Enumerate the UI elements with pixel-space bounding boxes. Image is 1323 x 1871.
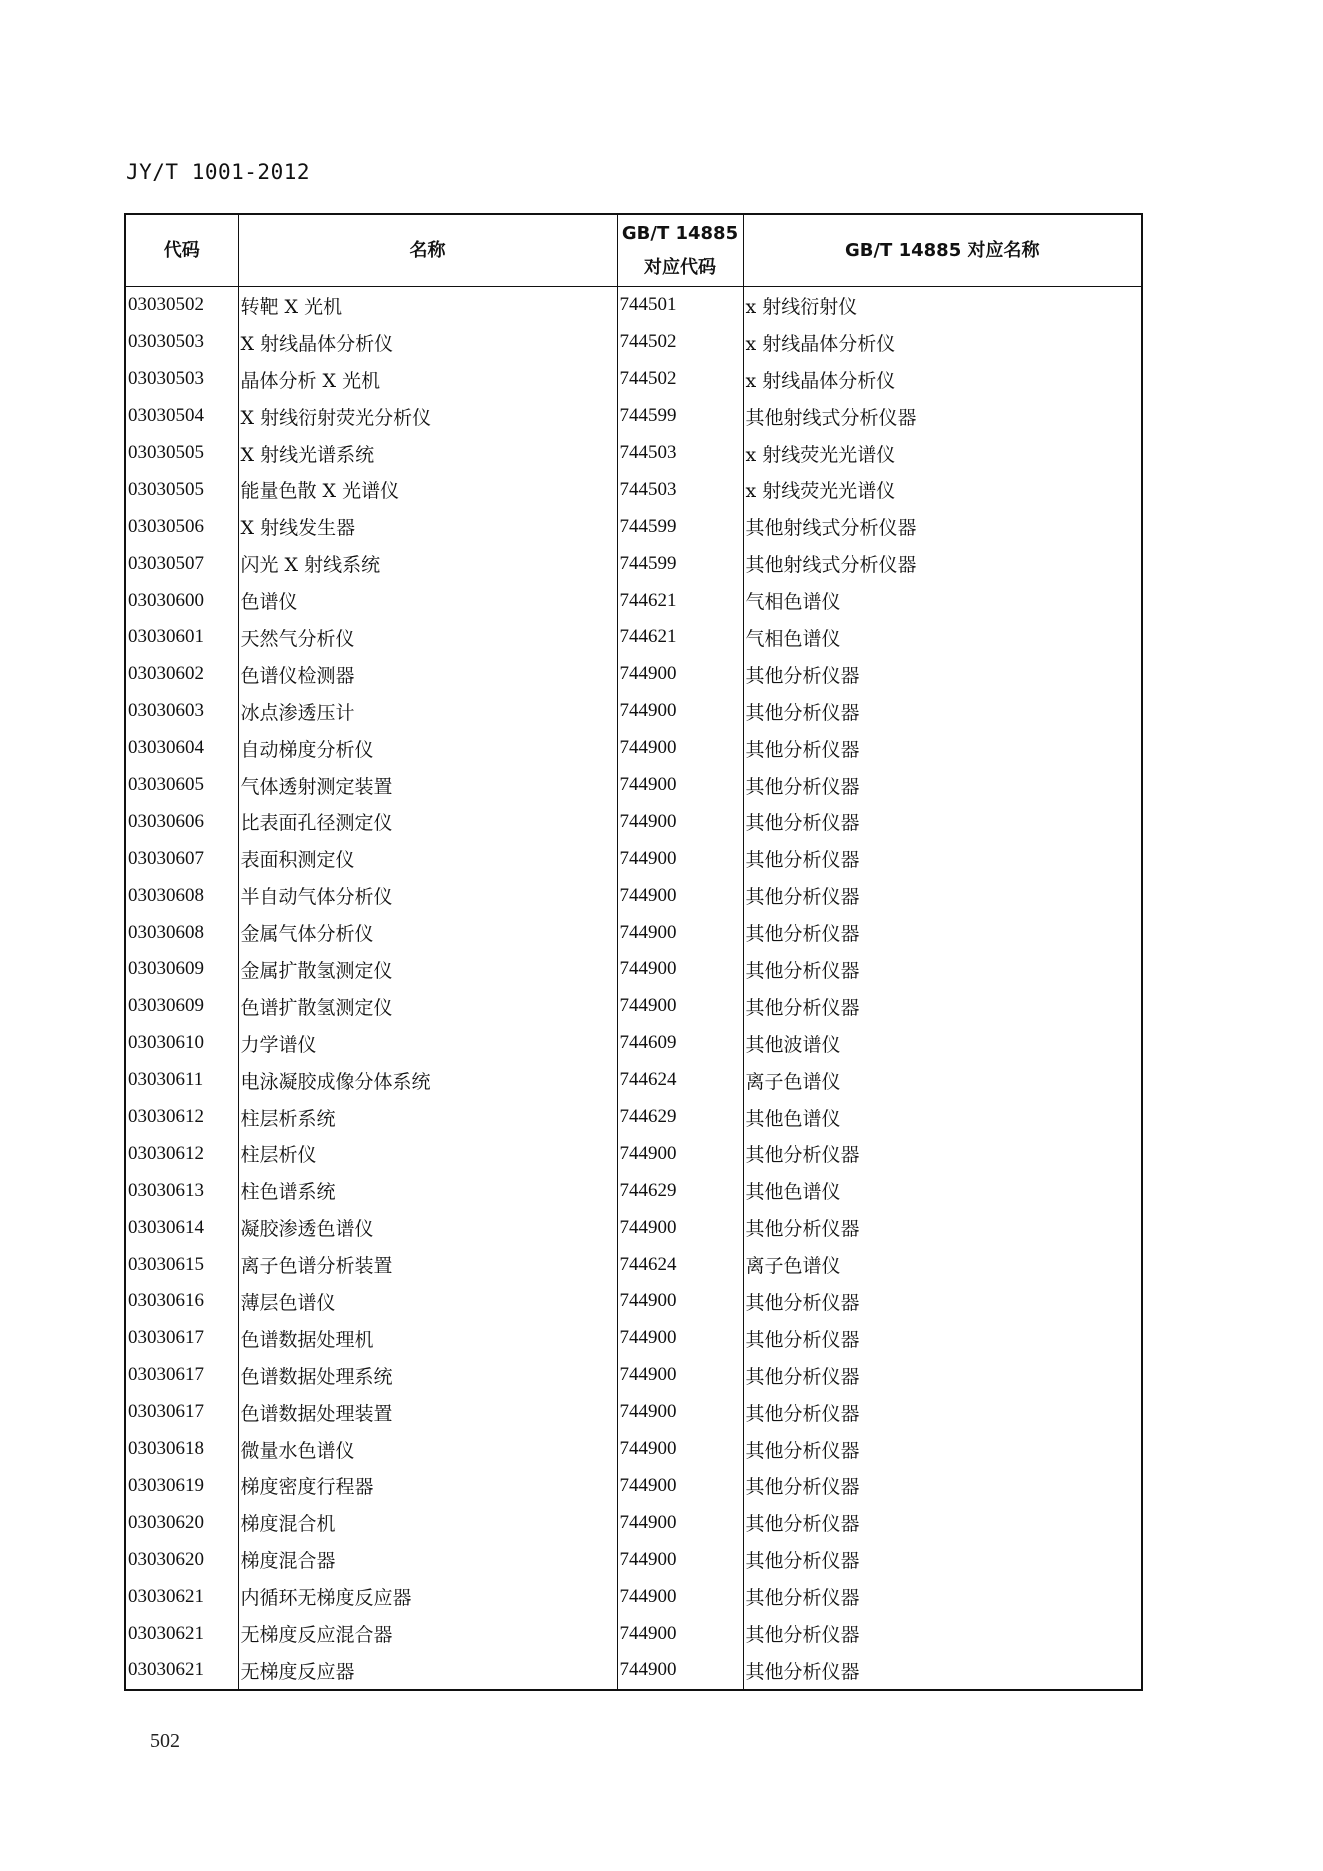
table-row — [125, 1652, 1142, 1690]
cell-gb-name: x 射线衍射仪 — [743, 287, 1142, 324]
cell-gb-code: 744502 — [617, 324, 743, 361]
table-row — [125, 877, 1142, 914]
cell-gb-code: 744900 — [617, 1357, 743, 1394]
cell-code: 03030615 — [125, 1246, 238, 1283]
column-header-code: 代码 — [125, 214, 238, 287]
cell-gb-code: 744599 — [617, 508, 743, 545]
cell-gb-name: 离子色谱仪 — [743, 1246, 1142, 1283]
table-row — [125, 1541, 1142, 1578]
cell-name: 薄层色谱仪 — [238, 1283, 617, 1320]
cell-code: 03030613 — [125, 1172, 238, 1209]
cell-name: 梯度混合机 — [238, 1504, 617, 1541]
cell-name: 微量水色谱仪 — [238, 1431, 617, 1468]
table-row — [125, 619, 1142, 656]
cell-name: 晶体分析 X 光机 — [238, 361, 617, 398]
cell-gb-code: 744900 — [617, 803, 743, 840]
cell-gb-code: 744621 — [617, 619, 743, 656]
table-row — [125, 287, 1142, 324]
cell-gb-code: 744624 — [617, 1246, 743, 1283]
page-number: 502 — [150, 1730, 180, 1752]
cell-gb-name: 其他色谱仪 — [743, 1172, 1142, 1209]
cell-gb-name: 其他分析仪器 — [743, 988, 1142, 1025]
table-header — [125, 214, 1142, 287]
cell-gb-code: 744900 — [617, 914, 743, 951]
cell-gb-code: 744629 — [617, 1172, 743, 1209]
cell-code: 03030614 — [125, 1209, 238, 1246]
cell-code: 03030619 — [125, 1468, 238, 1505]
code-mapping-table — [124, 213, 1143, 1691]
cell-name: 金属扩散氢测定仪 — [238, 951, 617, 988]
table-row — [125, 988, 1142, 1025]
cell-name: 色谱数据处理机 — [238, 1320, 617, 1357]
table-row — [125, 508, 1142, 545]
cell-name: 金属气体分析仪 — [238, 914, 617, 951]
table-row — [125, 1283, 1142, 1320]
cell-code: 03030607 — [125, 840, 238, 877]
cell-name: 无梯度反应器 — [238, 1652, 617, 1690]
cell-gb-code: 744900 — [617, 1320, 743, 1357]
cell-gb-code: 744900 — [617, 951, 743, 988]
cell-gb-code: 744900 — [617, 877, 743, 914]
cell-gb-code: 744599 — [617, 545, 743, 582]
table-row — [125, 656, 1142, 693]
cell-name: 柱色谱系统 — [238, 1172, 617, 1209]
cell-name: 柱层析系统 — [238, 1099, 617, 1136]
cell-gb-code: 744900 — [617, 1135, 743, 1172]
cell-gb-name: 其他分析仪器 — [743, 1431, 1142, 1468]
cell-code: 03030603 — [125, 693, 238, 730]
cell-gb-code: 744900 — [617, 656, 743, 693]
cell-gb-code: 744624 — [617, 1062, 743, 1099]
cell-code: 03030617 — [125, 1394, 238, 1431]
cell-gb-code: 744900 — [617, 1504, 743, 1541]
cell-code: 03030505 — [125, 471, 238, 508]
cell-gb-code: 744900 — [617, 1652, 743, 1690]
cell-gb-name: 其他分析仪器 — [743, 1320, 1142, 1357]
cell-name: 凝胶渗透色谱仪 — [238, 1209, 617, 1246]
cell-gb-name: 其他分析仪器 — [743, 767, 1142, 804]
cell-gb-code: 744599 — [617, 398, 743, 435]
cell-name: 比表面孔径测定仪 — [238, 803, 617, 840]
table-row — [125, 1246, 1142, 1283]
cell-gb-code: 744900 — [617, 988, 743, 1025]
table-row — [125, 730, 1142, 767]
column-header-gb-code-line2: 对应代码 — [644, 256, 716, 278]
table-row — [125, 1468, 1142, 1505]
cell-gb-name: 其他波谱仪 — [743, 1025, 1142, 1062]
cell-name: 柱层析仪 — [238, 1135, 617, 1172]
cell-gb-name: 其他射线式分析仪器 — [743, 545, 1142, 582]
cell-gb-name: 其他分析仪器 — [743, 693, 1142, 730]
cell-code: 03030609 — [125, 988, 238, 1025]
cell-name: 梯度混合器 — [238, 1541, 617, 1578]
cell-gb-code: 744900 — [617, 767, 743, 804]
table-row — [125, 471, 1142, 508]
cell-gb-name: 其他分析仪器 — [743, 1357, 1142, 1394]
cell-code: 03030507 — [125, 545, 238, 582]
cell-name: X 射线光谱系统 — [238, 435, 617, 472]
cell-gb-name: 其他分析仪器 — [743, 914, 1142, 951]
cell-gb-name: 其他分析仪器 — [743, 1578, 1142, 1615]
cell-gb-code: 744900 — [617, 1394, 743, 1431]
table-row — [125, 1209, 1142, 1246]
cell-name: 离子色谱分析装置 — [238, 1246, 617, 1283]
cell-name: X 射线晶体分析仪 — [238, 324, 617, 361]
table-row — [125, 361, 1142, 398]
table-row — [125, 398, 1142, 435]
table-row — [125, 951, 1142, 988]
cell-gb-name: 其他分析仪器 — [743, 1541, 1142, 1578]
cell-code: 03030503 — [125, 324, 238, 361]
cell-gb-name: 其他分析仪器 — [743, 1468, 1142, 1505]
cell-gb-name: 气相色谱仪 — [743, 582, 1142, 619]
cell-gb-name: 离子色谱仪 — [743, 1062, 1142, 1099]
cell-code: 03030610 — [125, 1025, 238, 1062]
cell-gb-name: 其他分析仪器 — [743, 1652, 1142, 1690]
table-row — [125, 840, 1142, 877]
cell-gb-name: 其他分析仪器 — [743, 951, 1142, 988]
cell-gb-code: 744503 — [617, 435, 743, 472]
cell-name: 无梯度反应混合器 — [238, 1615, 617, 1652]
cell-gb-name: 其他射线式分析仪器 — [743, 398, 1142, 435]
cell-gb-code: 744900 — [617, 840, 743, 877]
cell-code: 03030621 — [125, 1652, 238, 1690]
table-row — [125, 1615, 1142, 1652]
cell-name: 色谱数据处理系统 — [238, 1357, 617, 1394]
table-row — [125, 1578, 1142, 1615]
cell-code: 03030618 — [125, 1431, 238, 1468]
cell-code: 03030617 — [125, 1357, 238, 1394]
table-row — [125, 582, 1142, 619]
cell-gb-name: 其他分析仪器 — [743, 1283, 1142, 1320]
table-row — [125, 1504, 1142, 1541]
cell-name: 内循环无梯度反应器 — [238, 1578, 617, 1615]
cell-code: 03030602 — [125, 656, 238, 693]
cell-code: 03030611 — [125, 1062, 238, 1099]
table-row — [125, 1062, 1142, 1099]
cell-code: 03030608 — [125, 877, 238, 914]
cell-code: 03030621 — [125, 1578, 238, 1615]
cell-name: 电泳凝胶成像分体系统 — [238, 1062, 617, 1099]
table-row — [125, 1357, 1142, 1394]
cell-gb-code: 744900 — [617, 1283, 743, 1320]
table-row — [125, 1394, 1142, 1431]
cell-gb-code: 744900 — [617, 693, 743, 730]
cell-name: 表面积测定仪 — [238, 840, 617, 877]
cell-gb-code: 744621 — [617, 582, 743, 619]
cell-gb-code: 744900 — [617, 1209, 743, 1246]
table-row — [125, 1025, 1142, 1062]
cell-code: 03030616 — [125, 1283, 238, 1320]
cell-gb-code: 744900 — [617, 1578, 743, 1615]
cell-code: 03030502 — [125, 287, 238, 324]
cell-gb-code: 744502 — [617, 361, 743, 398]
table-row — [125, 1135, 1142, 1172]
column-header-gb-code — [617, 214, 743, 287]
cell-gb-code: 744900 — [617, 1468, 743, 1505]
cell-name: 自动梯度分析仪 — [238, 730, 617, 767]
table-row — [125, 693, 1142, 730]
cell-gb-code: 744503 — [617, 471, 743, 508]
cell-name: X 射线发生器 — [238, 508, 617, 545]
cell-gb-name: 其他分析仪器 — [743, 730, 1142, 767]
document-header: JY/T 1001-2012 — [126, 160, 311, 184]
cell-name: 气体透射测定装置 — [238, 767, 617, 804]
header-row — [125, 214, 1142, 287]
cell-name: 转靶 X 光机 — [238, 287, 617, 324]
table-row — [125, 324, 1142, 361]
cell-gb-code: 744609 — [617, 1025, 743, 1062]
cell-name: 天然气分析仪 — [238, 619, 617, 656]
cell-name: 冰点渗透压计 — [238, 693, 617, 730]
cell-name: 色谱仪检测器 — [238, 656, 617, 693]
table-row — [125, 914, 1142, 951]
cell-code: 03030600 — [125, 582, 238, 619]
cell-name: 色谱数据处理装置 — [238, 1394, 617, 1431]
cell-code: 03030621 — [125, 1615, 238, 1652]
cell-name: 色谱扩散氢测定仪 — [238, 988, 617, 1025]
cell-gb-name: 其他分析仪器 — [743, 656, 1142, 693]
column-header-gb-name: GB/T 14885 对应名称 — [743, 214, 1142, 287]
cell-name: 闪光 X 射线系统 — [238, 545, 617, 582]
table-row — [125, 767, 1142, 804]
cell-name: X 射线衍射荧光分析仪 — [238, 398, 617, 435]
cell-gb-code: 744900 — [617, 1431, 743, 1468]
cell-gb-code: 744501 — [617, 287, 743, 324]
cell-code: 03030612 — [125, 1099, 238, 1136]
cell-code: 03030504 — [125, 398, 238, 435]
cell-gb-name: 其他色谱仪 — [743, 1099, 1142, 1136]
table-row — [125, 545, 1142, 582]
cell-code: 03030620 — [125, 1504, 238, 1541]
table-row — [125, 435, 1142, 472]
cell-gb-name: 其他分析仪器 — [743, 1615, 1142, 1652]
column-header-gb-code-line1: GB/T 14885 — [621, 222, 739, 244]
cell-name: 色谱仪 — [238, 582, 617, 619]
cell-name: 能量色散 X 光谱仪 — [238, 471, 617, 508]
cell-gb-name: x 射线晶体分析仪 — [743, 361, 1142, 398]
cell-gb-name: 其他分析仪器 — [743, 877, 1142, 914]
cell-gb-name: 其他射线式分析仪器 — [743, 508, 1142, 545]
cell-name: 梯度密度行程器 — [238, 1468, 617, 1505]
cell-code: 03030503 — [125, 361, 238, 398]
cell-gb-name: x 射线荧光光谱仪 — [743, 471, 1142, 508]
cell-gb-name: 其他分析仪器 — [743, 1209, 1142, 1246]
cell-gb-code: 744900 — [617, 1615, 743, 1652]
table-row — [125, 1320, 1142, 1357]
cell-gb-name: 气相色谱仪 — [743, 619, 1142, 656]
table-row — [125, 1172, 1142, 1209]
cell-gb-name: 其他分析仪器 — [743, 1394, 1142, 1431]
cell-gb-name: x 射线晶体分析仪 — [743, 324, 1142, 361]
cell-gb-name: 其他分析仪器 — [743, 803, 1142, 840]
cell-code: 03030608 — [125, 914, 238, 951]
cell-code: 03030617 — [125, 1320, 238, 1357]
cell-gb-name: 其他分析仪器 — [743, 1135, 1142, 1172]
column-header-name: 名称 — [238, 214, 617, 287]
cell-gb-code: 744900 — [617, 730, 743, 767]
cell-code: 03030505 — [125, 435, 238, 472]
cell-code: 03030609 — [125, 951, 238, 988]
cell-code: 03030506 — [125, 508, 238, 545]
cell-code: 03030601 — [125, 619, 238, 656]
cell-name: 半自动气体分析仪 — [238, 877, 617, 914]
cell-code: 03030612 — [125, 1135, 238, 1172]
table-row — [125, 1099, 1142, 1136]
cell-gb-code: 744629 — [617, 1099, 743, 1136]
cell-name: 力学谱仪 — [238, 1025, 617, 1062]
cell-code: 03030620 — [125, 1541, 238, 1578]
code-mapping-table-container — [124, 213, 1141, 1691]
cell-code: 03030604 — [125, 730, 238, 767]
table-row — [125, 1431, 1142, 1468]
cell-code: 03030605 — [125, 767, 238, 804]
cell-gb-code: 744900 — [617, 1541, 743, 1578]
cell-code: 03030606 — [125, 803, 238, 840]
cell-gb-name: x 射线荧光光谱仪 — [743, 435, 1142, 472]
table-body — [125, 287, 1142, 1690]
cell-gb-name: 其他分析仪器 — [743, 840, 1142, 877]
table-row — [125, 803, 1142, 840]
cell-gb-name: 其他分析仪器 — [743, 1504, 1142, 1541]
